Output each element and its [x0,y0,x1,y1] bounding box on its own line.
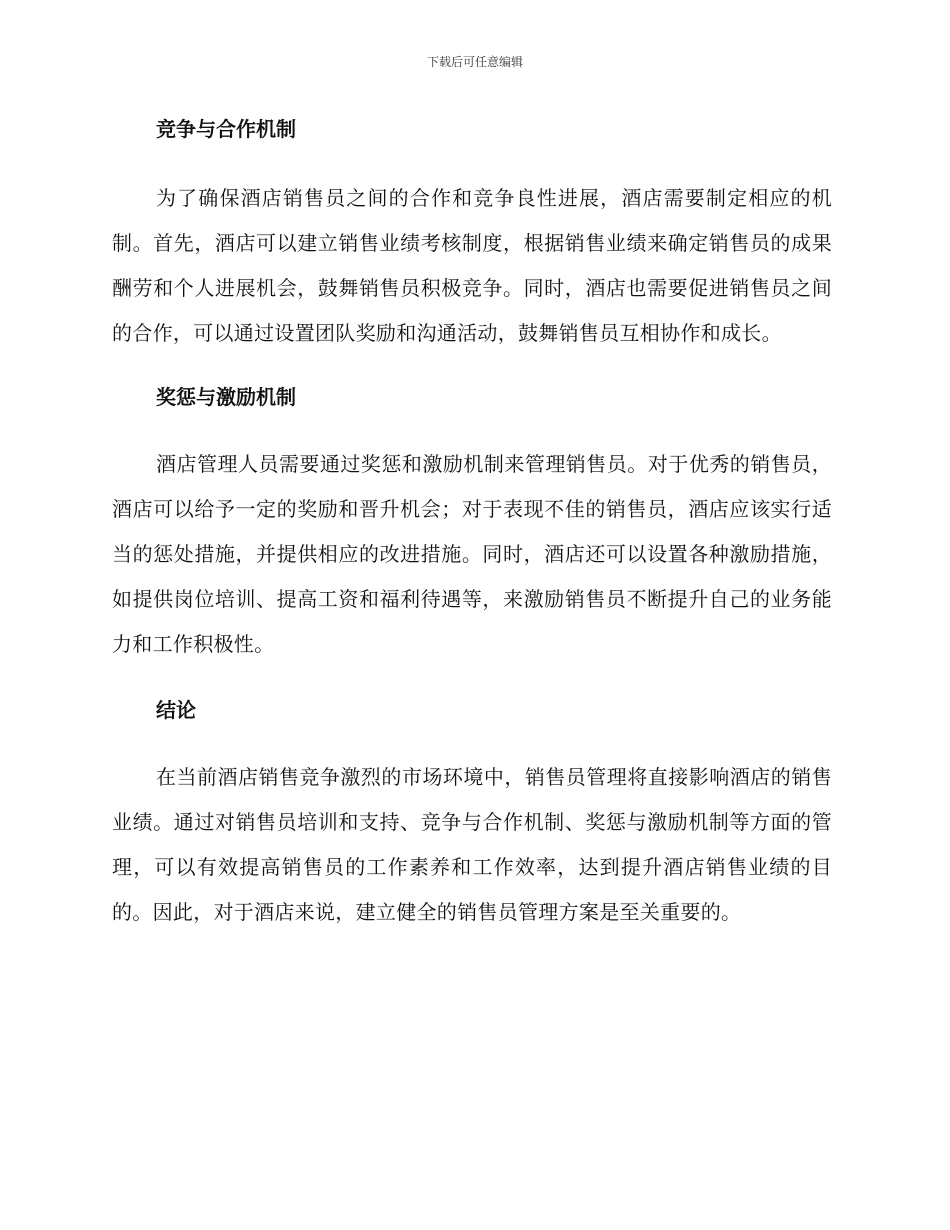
document-content [112,112,832,935]
section-heading-competition-cooperation: 竞争与合作机制 [156,117,296,141]
section-paragraph-rewards-incentives: 酒店管理人员需要通过奖惩和激励机制来管理销售员。对于优秀的销售员，酒店可以给予一定的奖励和晋升机会；对于表现不佳的销售员，酒店应该实行适当的惩处措施，并提供相应的改进措施。同时，酒店还可以设置各种激励措施，如提供岗位培训、提高工资和福利待遇等，来激励销售员不断提升自己的业务能力和工作积极性。 [112,452,832,656]
section-paragraph-conclusion: 在当前酒店销售竞争激烈的市场环境中，销售员管理将直接影响酒店的销售业绩。通过对销售员培训和支持、竞争与合作机制、奖惩与激励机制等方面的管理，可以有效提高销售员的工作素养和工作效率，达到提升酒店销售业绩的目的。因此，对于酒店来说，建立健全的销售员管理方案是至关重要的。 [112,765,832,924]
header-note: 下载后可任意编辑 [426,55,523,69]
section-heading-conclusion: 结论 [156,698,196,722]
section-heading-rewards-incentives: 奖惩与激励机制 [156,385,296,409]
section-paragraph-competition-cooperation: 为了确保酒店销售员之间的合作和竞争良性进展，酒店需要制定相应的机制。首先，酒店可以建立销售业绩考核制度，根据销售业绩来确定销售员的成果酬劳和个人进展机会，鼓舞销售员积极竞争。同时，酒店也需要促进销售员之间的合作，可以通过设置团队奖励和沟通活动，鼓舞销售员互相协作和成长。 [112,186,832,345]
